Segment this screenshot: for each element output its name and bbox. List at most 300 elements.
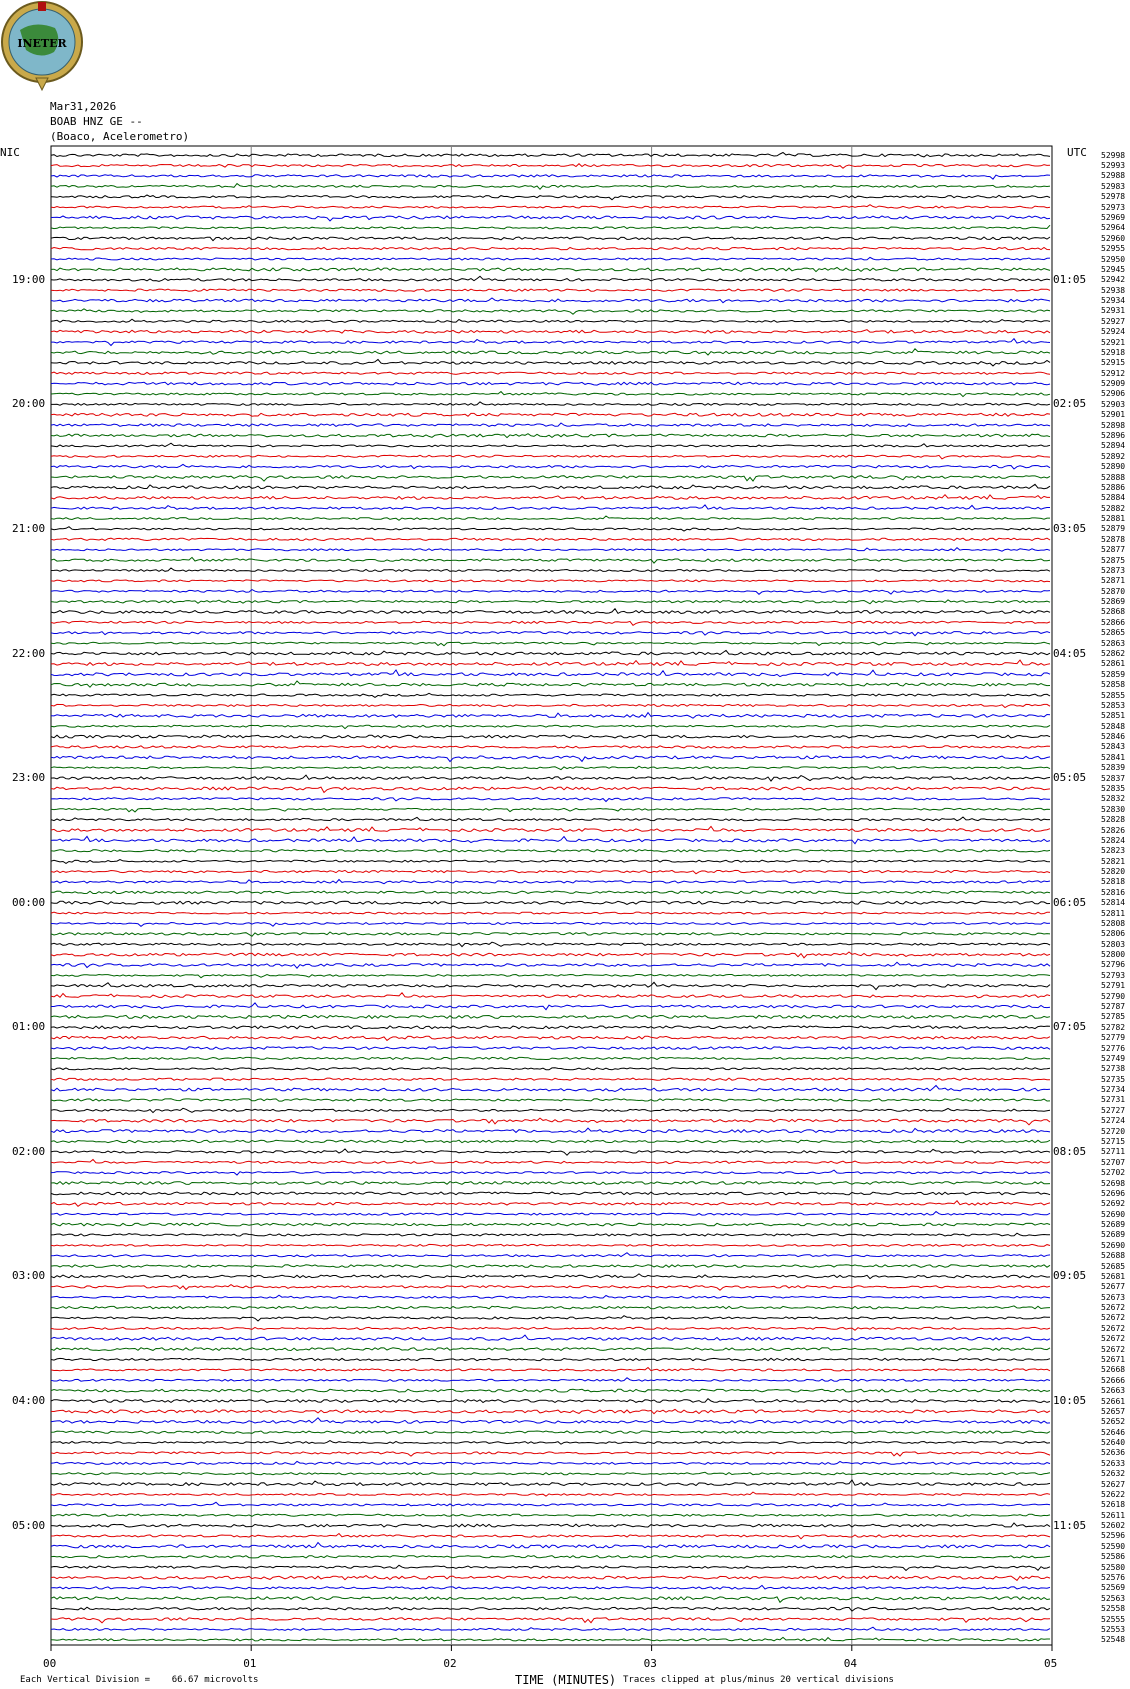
seismic-trace xyxy=(51,1285,1050,1291)
trace-count-label: 52632 xyxy=(1101,1469,1126,1479)
seismic-trace xyxy=(51,1128,1050,1132)
trace-count-label: 52837 xyxy=(1101,773,1126,783)
seismic-trace xyxy=(51,237,1050,241)
trace-count-label: 52808 xyxy=(1101,918,1126,928)
trace-count-label: 52983 xyxy=(1101,181,1126,191)
seismic-trace xyxy=(51,975,1050,978)
trace-count-label: 52636 xyxy=(1101,1448,1126,1458)
seismic-trace xyxy=(51,372,1050,374)
seismic-trace xyxy=(51,1627,1050,1630)
trace-count-label: 52841 xyxy=(1101,752,1126,762)
trace-count-label: 52909 xyxy=(1101,379,1126,389)
seismic-trace xyxy=(51,609,1050,614)
seismic-trace xyxy=(51,1192,1050,1195)
seismic-trace xyxy=(51,1618,1050,1623)
seismic-trace xyxy=(51,1597,1050,1603)
trace-count-label: 52696 xyxy=(1101,1188,1126,1198)
seismic-trace xyxy=(51,993,1050,998)
trace-count-label: 52855 xyxy=(1101,690,1126,700)
time-label-local: 03:00 xyxy=(12,1269,46,1283)
time-label-utc: 01:05 xyxy=(1053,272,1087,286)
trace-count-label: 52863 xyxy=(1101,638,1126,648)
trace-count-label: 52791 xyxy=(1101,981,1126,991)
trace-count-label: 52866 xyxy=(1101,617,1126,627)
seismic-trace xyxy=(51,330,1050,333)
trace-count-label: 52690 xyxy=(1101,1209,1126,1219)
seismic-trace xyxy=(51,704,1050,707)
seismic-trace xyxy=(51,942,1050,946)
trace-count-label: 52915 xyxy=(1101,358,1126,368)
trace-count-label: 52826 xyxy=(1101,825,1126,835)
trace-count-label: 52846 xyxy=(1101,732,1126,742)
trace-count-label: 52814 xyxy=(1101,898,1126,908)
trace-count-label: 52553 xyxy=(1101,1624,1126,1634)
seismic-trace xyxy=(51,1057,1050,1059)
trace-count-label: 52898 xyxy=(1101,420,1126,430)
time-label-utc: 07:05 xyxy=(1053,1020,1087,1034)
seismic-trace xyxy=(51,225,1050,229)
x-tick-label: 01 xyxy=(243,1657,257,1670)
seismic-trace xyxy=(51,891,1050,893)
trace-count-label: 52931 xyxy=(1101,306,1126,316)
trace-count-label: 52790 xyxy=(1101,991,1126,1001)
seismic-trace xyxy=(51,1637,1050,1641)
trace-count-label: 52672 xyxy=(1101,1313,1126,1323)
seismic-trace xyxy=(51,1348,1050,1351)
seismic-trace xyxy=(51,952,1050,958)
seismic-trace xyxy=(51,1160,1050,1164)
trace-count-label: 52830 xyxy=(1101,804,1126,814)
header-station: BOAB HNZ GE -- xyxy=(50,115,143,128)
trace-count-label: 52811 xyxy=(1101,908,1126,918)
trace-count-label: 52888 xyxy=(1101,472,1126,482)
trace-count-label: 52942 xyxy=(1101,275,1126,285)
trace-count-label: 52576 xyxy=(1101,1573,1126,1583)
trace-count-label: 52816 xyxy=(1101,887,1126,897)
trace-count-label: 52921 xyxy=(1101,337,1126,347)
trace-count-label: 52820 xyxy=(1101,867,1126,877)
seismic-trace xyxy=(51,276,1050,281)
seismic-trace xyxy=(51,1335,1050,1340)
seismic-trace xyxy=(51,568,1050,571)
seismic-trace xyxy=(51,1461,1050,1464)
seismic-trace xyxy=(51,268,1050,272)
seismic-trace xyxy=(51,693,1050,697)
x-tick-label: 03 xyxy=(643,1657,657,1670)
seismic-trace xyxy=(51,164,1050,169)
trace-count-label: 52720 xyxy=(1101,1126,1126,1136)
trace-count-label: 52973 xyxy=(1101,202,1126,212)
logo-text: INETER xyxy=(17,37,67,50)
trace-count-label: 52590 xyxy=(1101,1541,1126,1551)
trace-count-label: 52938 xyxy=(1101,285,1126,295)
seismic-trace xyxy=(51,1418,1050,1423)
trace-count-label: 52835 xyxy=(1101,783,1126,793)
seismic-trace xyxy=(51,725,1050,728)
trace-count-label: 52960 xyxy=(1101,233,1126,243)
seismic-trace xyxy=(51,1514,1050,1516)
trace-count-label: 52894 xyxy=(1101,441,1126,451)
seismic-trace xyxy=(51,359,1050,366)
trace-count-label: 52563 xyxy=(1101,1593,1126,1603)
seismic-trace xyxy=(51,1086,1050,1092)
trace-count-label: 52689 xyxy=(1101,1230,1126,1240)
trace-count-label: 52569 xyxy=(1101,1583,1126,1593)
trace-count-label: 52782 xyxy=(1101,1022,1126,1032)
time-label-local: 22:00 xyxy=(12,646,46,660)
trace-count-label: 52715 xyxy=(1101,1136,1126,1146)
time-label-local: 01:00 xyxy=(12,1020,46,1034)
seismic-trace xyxy=(51,735,1050,738)
trace-count-label: 52735 xyxy=(1101,1074,1126,1084)
seismic-trace xyxy=(51,1118,1050,1125)
trace-count-label: 52859 xyxy=(1101,669,1126,679)
seismic-trace xyxy=(51,484,1050,489)
seismic-trace xyxy=(51,1015,1050,1018)
seismic-trace xyxy=(51,402,1050,405)
seismic-trace xyxy=(51,349,1050,355)
trace-count-label: 52555 xyxy=(1101,1614,1126,1624)
trace-count-label: 52886 xyxy=(1101,482,1126,492)
trace-count-label: 52818 xyxy=(1101,877,1126,887)
trace-count-label: 52611 xyxy=(1101,1510,1126,1520)
trace-count-label: 52912 xyxy=(1101,368,1126,378)
trace-count-label: 52734 xyxy=(1101,1085,1126,1095)
trace-count-label: 52927 xyxy=(1101,316,1126,326)
trace-count-label: 52843 xyxy=(1101,742,1126,752)
trace-count-label: 52633 xyxy=(1101,1458,1126,1468)
trace-count-label: 52901 xyxy=(1101,410,1126,420)
trace-count-label: 52793 xyxy=(1101,970,1126,980)
seismic-trace xyxy=(51,382,1050,385)
trace-count-label: 52924 xyxy=(1101,327,1126,337)
seismic-trace xyxy=(51,860,1050,864)
seismic-trace xyxy=(51,912,1050,914)
seismic-trace xyxy=(51,798,1050,802)
seismic-trace xyxy=(51,319,1050,322)
time-label-utc: 04:05 xyxy=(1053,646,1087,660)
x-tick-label: 00 xyxy=(43,1657,57,1670)
seismic-trace xyxy=(51,1409,1050,1413)
time-label-local: 05:00 xyxy=(12,1518,46,1532)
trace-count-label: 52869 xyxy=(1101,597,1126,607)
seismic-trace xyxy=(51,476,1050,481)
seismic-trace xyxy=(51,775,1050,781)
seismic-trace xyxy=(51,850,1050,852)
trace-count-label: 52657 xyxy=(1101,1406,1126,1416)
trace-count-label: 52882 xyxy=(1101,503,1126,513)
seismic-trace xyxy=(51,713,1050,719)
seismic-trace xyxy=(51,205,1050,208)
x-tick-label: 02 xyxy=(443,1657,457,1670)
seismic-trace xyxy=(51,836,1050,843)
trace-count-label: 52868 xyxy=(1101,607,1126,617)
seismic-trace xyxy=(51,621,1050,625)
trace-count-label: 52806 xyxy=(1101,929,1126,939)
seismic-trace xyxy=(51,1452,1050,1456)
seismic-trace xyxy=(51,660,1050,665)
seismic-trace xyxy=(51,392,1050,397)
trace-count-label: 52861 xyxy=(1101,659,1126,669)
trace-count-label: 52853 xyxy=(1101,700,1126,710)
seismic-trace xyxy=(51,1502,1050,1507)
seismic-trace xyxy=(51,1441,1050,1445)
seismic-trace xyxy=(51,1378,1050,1381)
seismic-trace xyxy=(51,1368,1050,1371)
seismic-trace xyxy=(51,670,1050,677)
time-label-utc: 08:05 xyxy=(1053,1144,1087,1158)
trace-count-label: 52839 xyxy=(1101,763,1126,773)
seismic-trace xyxy=(51,1327,1050,1330)
trace-count-label: 52969 xyxy=(1101,212,1126,222)
trace-count-label: 52731 xyxy=(1101,1095,1126,1105)
time-label-local: 02:00 xyxy=(12,1144,46,1158)
seismic-trace xyxy=(51,932,1050,936)
seismic-trace xyxy=(51,1556,1050,1558)
seismic-trace xyxy=(51,464,1050,469)
trace-count-label: 52618 xyxy=(1101,1500,1126,1510)
trace-count-label: 52672 xyxy=(1101,1334,1126,1344)
trace-count-label: 52711 xyxy=(1101,1147,1126,1157)
seismic-trace xyxy=(51,289,1050,291)
seismic-trace xyxy=(51,175,1050,179)
trace-count-label: 52627 xyxy=(1101,1479,1126,1489)
seismic-trace xyxy=(51,580,1050,582)
seismic-trace xyxy=(51,1265,1050,1268)
trace-count-label: 52677 xyxy=(1101,1282,1126,1292)
time-label-local: 04:00 xyxy=(12,1394,46,1408)
seismic-trace xyxy=(51,1201,1050,1207)
seismic-trace xyxy=(51,1078,1050,1080)
trace-count-label: 52796 xyxy=(1101,960,1126,970)
time-label-utc: 05:05 xyxy=(1053,771,1087,785)
trace-count-label: 52690 xyxy=(1101,1240,1126,1250)
seismic-trace xyxy=(51,309,1050,314)
seismic-trace xyxy=(51,1585,1050,1589)
trace-count-label: 52800 xyxy=(1101,950,1126,960)
trace-count-label: 52950 xyxy=(1101,254,1126,264)
footer-right-note: Traces clipped at plus/minus 20 vertical divisions xyxy=(623,1675,894,1685)
trace-count-label: 52964 xyxy=(1101,223,1126,233)
seismic-trace xyxy=(51,153,1050,157)
trace-count-label: 52666 xyxy=(1101,1375,1126,1385)
seismic-trace xyxy=(51,1576,1050,1581)
trace-count-label: 52688 xyxy=(1101,1251,1126,1261)
trace-count-label: 52776 xyxy=(1101,1043,1126,1053)
seismic-trace xyxy=(51,982,1050,989)
seismic-trace xyxy=(51,766,1050,769)
seismic-trace xyxy=(51,1472,1050,1474)
time-label-utc: 09:05 xyxy=(1053,1269,1087,1283)
trace-count-label: 52548 xyxy=(1101,1635,1126,1645)
seismic-trace xyxy=(51,1233,1050,1236)
seismic-trace xyxy=(51,901,1050,905)
trace-count-label: 52877 xyxy=(1101,545,1126,555)
trace-count-label: 52673 xyxy=(1101,1292,1126,1302)
trace-count-label: 52955 xyxy=(1101,244,1126,254)
trace-count-label: 52998 xyxy=(1101,150,1126,160)
seismic-trace xyxy=(51,257,1050,260)
trace-count-label: 52671 xyxy=(1101,1354,1126,1364)
trace-count-label: 52875 xyxy=(1101,555,1126,565)
seismic-trace xyxy=(51,1253,1050,1257)
trace-count-label: 52622 xyxy=(1101,1489,1126,1499)
seismic-trace xyxy=(51,1523,1050,1527)
seismic-trace xyxy=(51,756,1050,762)
trace-count-label: 52879 xyxy=(1101,524,1126,534)
trace-count-label: 52934 xyxy=(1101,296,1126,306)
seismic-trace xyxy=(51,538,1050,540)
seismic-trace xyxy=(51,247,1050,249)
trace-count-label: 52865 xyxy=(1101,628,1126,638)
plot-frame xyxy=(51,146,1052,1645)
seismic-trace xyxy=(51,1003,1050,1010)
trace-count-label: 52558 xyxy=(1101,1604,1126,1614)
seismic-trace xyxy=(51,1431,1050,1433)
header-date: Mar31,2026 xyxy=(50,100,117,113)
seismic-trace xyxy=(51,1140,1050,1143)
trace-count-label: 52646 xyxy=(1101,1427,1126,1437)
seismic-trace xyxy=(51,880,1050,884)
trace-count-label: 52685 xyxy=(1101,1261,1126,1271)
trace-count-label: 52596 xyxy=(1101,1531,1126,1541)
trace-count-label: 52692 xyxy=(1101,1199,1126,1209)
timezone-left-label: NIC xyxy=(0,146,20,159)
trace-count-label: 52672 xyxy=(1101,1344,1126,1354)
seismic-trace xyxy=(51,600,1050,604)
trace-count-label: 52993 xyxy=(1101,161,1126,171)
seismic-trace xyxy=(51,298,1050,303)
seismic-trace xyxy=(51,527,1050,531)
seismic-trace xyxy=(51,1047,1050,1050)
seismic-trace xyxy=(51,826,1050,831)
x-tick-label: 04 xyxy=(843,1657,858,1670)
seismic-trace xyxy=(51,1274,1050,1279)
trace-count-label: 52896 xyxy=(1101,431,1126,440)
seismic-trace xyxy=(51,443,1050,447)
time-label-local: 21:00 xyxy=(12,521,46,535)
trace-count-label: 52878 xyxy=(1101,534,1126,544)
trace-count-label: 52945 xyxy=(1101,264,1126,274)
seismic-trace xyxy=(51,455,1050,459)
seismic-trace xyxy=(51,1480,1050,1486)
trace-count-label: 52672 xyxy=(1101,1303,1126,1313)
trace-count-label: 52661 xyxy=(1101,1396,1126,1406)
trace-count-label: 52681 xyxy=(1101,1271,1126,1281)
seismic-trace xyxy=(51,746,1050,748)
seismic-trace xyxy=(51,548,1050,552)
seismic-trace xyxy=(51,1543,1050,1548)
seismic-trace xyxy=(51,1244,1050,1247)
trace-count-label: 52871 xyxy=(1101,576,1126,586)
trace-count-label: 52892 xyxy=(1101,451,1126,461)
seismic-trace xyxy=(51,1170,1050,1175)
trace-count-label: 52903 xyxy=(1101,399,1126,409)
trace-count-label: 52698 xyxy=(1101,1178,1126,1188)
trace-count-label: 52702 xyxy=(1101,1168,1126,1178)
seismic-trace xyxy=(51,1182,1050,1185)
trace-count-label: 52779 xyxy=(1101,1033,1126,1043)
seismic-trace xyxy=(51,413,1050,416)
time-label-local: 20:00 xyxy=(12,397,46,411)
trace-count-label: 52906 xyxy=(1101,389,1126,399)
seismic-trace xyxy=(51,1036,1050,1040)
seismic-trace xyxy=(51,650,1050,655)
trace-count-label: 52858 xyxy=(1101,680,1126,690)
trace-count-label: 52881 xyxy=(1101,514,1126,524)
seismic-trace xyxy=(51,787,1050,792)
trace-count-label: 52787 xyxy=(1101,1002,1126,1011)
time-label-utc: 11:05 xyxy=(1053,1518,1087,1532)
trace-count-label: 52602 xyxy=(1101,1521,1126,1531)
trace-count-label: 52663 xyxy=(1101,1386,1126,1396)
footer-left-note: Each Vertical Division = 66.67 microvolts xyxy=(20,1675,259,1685)
trace-count-label: 52707 xyxy=(1101,1157,1126,1167)
time-label-local: 19:00 xyxy=(12,272,46,286)
trace-count-label: 52727 xyxy=(1101,1105,1126,1115)
timezone-right-label: UTC xyxy=(1067,146,1087,159)
seismic-trace xyxy=(51,1358,1050,1361)
time-label-utc: 10:05 xyxy=(1053,1394,1087,1408)
seismic-trace xyxy=(51,808,1050,812)
seismic-trace xyxy=(51,557,1050,563)
seismic-trace xyxy=(51,195,1050,200)
trace-count-label: 52890 xyxy=(1101,462,1126,472)
time-label-local: 00:00 xyxy=(12,895,46,909)
trace-count-label: 52828 xyxy=(1101,815,1126,825)
seismic-trace xyxy=(51,1316,1050,1321)
trace-count-label: 52672 xyxy=(1101,1323,1126,1333)
seismic-trace xyxy=(51,505,1050,509)
trace-count-label: 52918 xyxy=(1101,347,1126,357)
trace-count-label: 52785 xyxy=(1101,1012,1126,1022)
seismic-trace xyxy=(51,923,1050,927)
trace-count-label: 52668 xyxy=(1101,1365,1126,1375)
seismic-trace xyxy=(51,1108,1050,1112)
seismic-trace xyxy=(51,1026,1050,1029)
trace-count-label: 52978 xyxy=(1101,192,1126,202)
trace-count-label: 52803 xyxy=(1101,939,1126,949)
seismic-trace xyxy=(51,516,1050,520)
seismic-trace xyxy=(51,1534,1050,1539)
trace-count-label: 52738 xyxy=(1101,1064,1126,1074)
trace-count-label: 52580 xyxy=(1101,1562,1126,1572)
x-tick-label: 05 xyxy=(1044,1657,1058,1670)
seismic-trace xyxy=(51,1295,1050,1298)
trace-count-label: 52586 xyxy=(1101,1552,1126,1562)
x-axis-label: TIME (MINUTES) xyxy=(515,1673,617,1687)
seismic-trace xyxy=(51,434,1050,438)
seismic-trace xyxy=(51,1067,1050,1070)
seismic-trace xyxy=(51,1099,1050,1101)
trace-count-label: 52749 xyxy=(1101,1053,1126,1063)
trace-count-label: 52988 xyxy=(1101,171,1126,181)
trace-count-label: 52640 xyxy=(1101,1438,1126,1448)
seismic-trace xyxy=(51,423,1050,426)
seismic-trace xyxy=(51,1399,1050,1403)
trace-count-label: 52851 xyxy=(1101,711,1126,721)
trace-count-label: 52821 xyxy=(1101,856,1126,866)
seismic-trace xyxy=(51,870,1050,873)
seismic-trace xyxy=(51,632,1050,636)
trace-count-label: 52884 xyxy=(1101,493,1126,503)
time-label-utc: 03:05 xyxy=(1053,521,1087,535)
time-label-utc: 06:05 xyxy=(1053,895,1087,909)
seismic-trace xyxy=(51,495,1050,500)
seismic-trace xyxy=(51,590,1050,595)
trace-count-label: 52848 xyxy=(1101,721,1126,731)
trace-count-label: 52823 xyxy=(1101,846,1126,856)
